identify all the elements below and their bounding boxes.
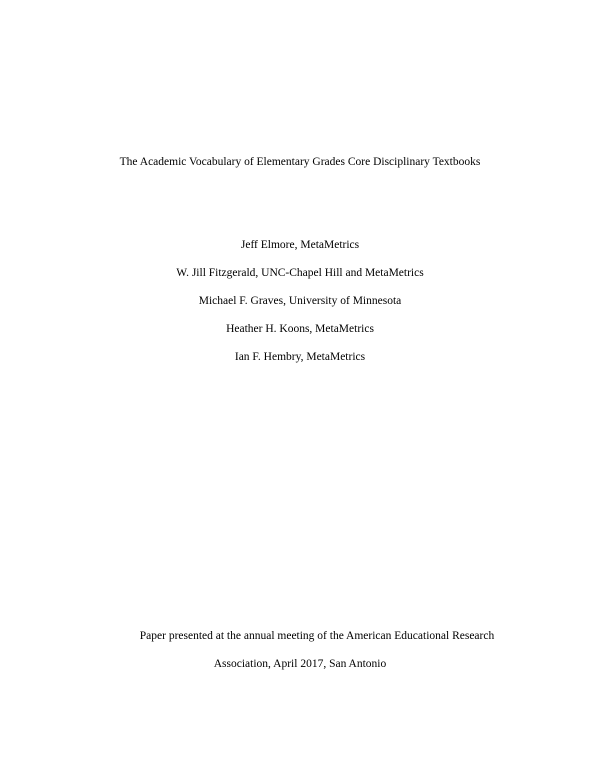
author-line: W. Jill Fitzgerald, UNC-Chapel Hill and MetaMetrics: [176, 267, 424, 279]
author-line: Ian F. Hembry, MetaMetrics: [234, 351, 366, 363]
presentation-note-line-2: Association, April 2017, San Antonio: [213, 658, 387, 670]
author-line: Michael F. Graves, University of Minnesota: [198, 295, 402, 307]
paper-title: The Academic Vocabulary of Elementary Grades Core Disciplinary Textbooks: [119, 156, 481, 168]
author-line: Jeff Elmore, MetaMetrics: [240, 239, 360, 251]
author-line: Heather H. Koons, MetaMetrics: [226, 323, 374, 335]
presentation-note-line-1: Paper presented at the annual meeting of the American Educational Research: [139, 630, 495, 642]
